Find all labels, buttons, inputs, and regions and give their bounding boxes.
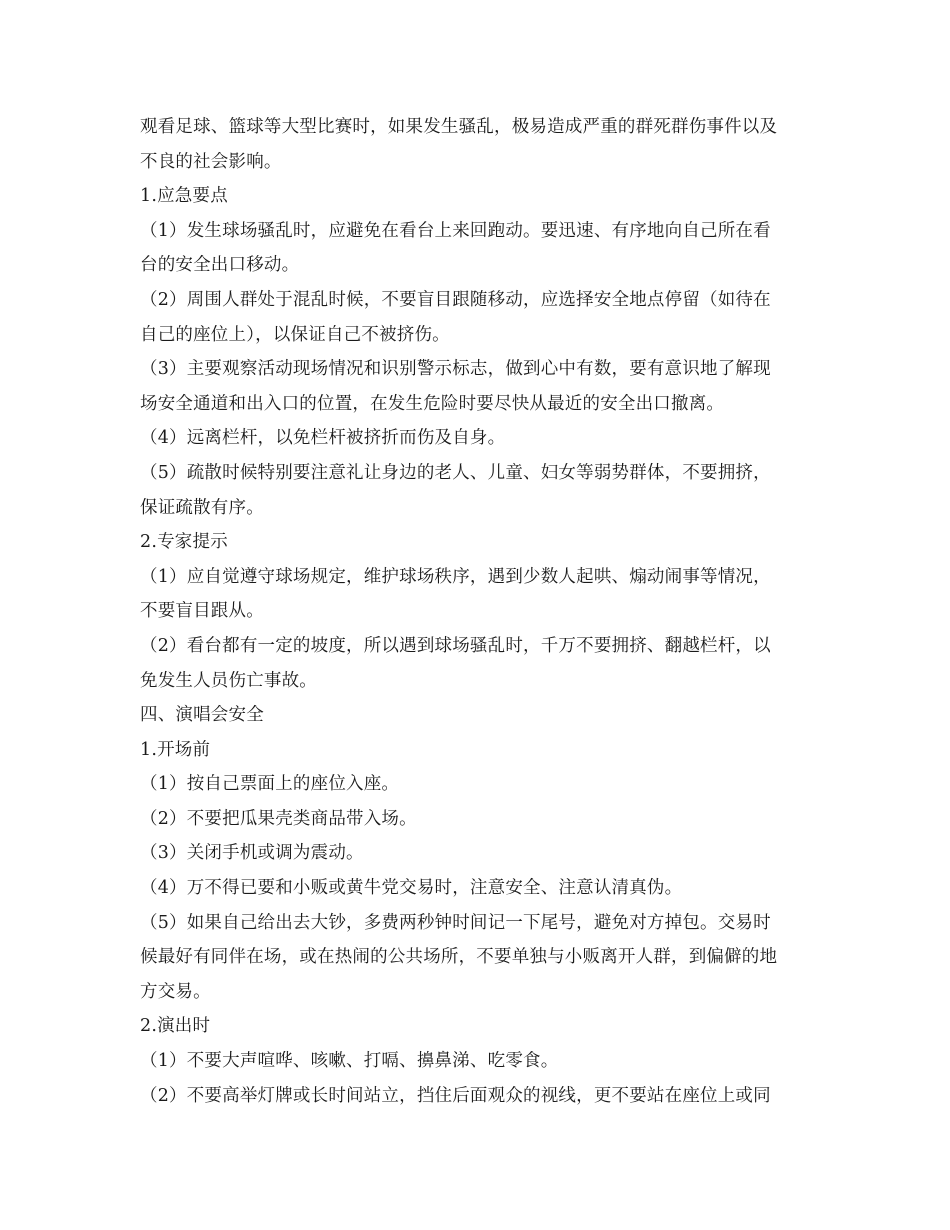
section-heading: 1.应急要点 [140,186,228,207]
text-line: 台的安全出口移动。 [140,255,300,276]
text-line: （2）周围人群处于混乱时候，不要盲目跟随移动，应选择安全地点停留（如待在 [140,289,771,310]
text-line: （3）主要观察活动现场情况和识别警示标志，做到心中有数，要有意识地了解现 [140,359,771,380]
text-line: （5）疏散时候特别要注意礼让身边的老人、儿童、妇女等弱势群体，不要拥挤， [140,462,771,483]
text-line: （4）万不得已要和小贩或黄牛党交易时，注意安全、注意认清真伪。 [140,878,683,899]
text-line: 场安全通道和出入口的位置，在发生危险时要尽快从最近的安全出口撤离。 [140,393,725,414]
text-line: （3）关闭手机或调为震动。 [140,843,364,864]
text-line: （1）按自己票面上的座位入座。 [140,774,400,795]
text-line: 自己的座位上），以保证自己不被挤伤。 [140,324,450,345]
document-page [140,110,820,1113]
text-line: （5）如果自己给出去大钞，多费两秒钟时间记一下尾号，避免对方掉包。交易时 [140,912,771,933]
text-line: 候最好有同伴在场，或在热闹的公共场所，不要单独与小贩离开人群，到偏僻的地 [140,947,778,968]
text-line: 方交易。 [140,981,211,1002]
text-line: （2）看台都有一定的坡度，所以遇到球场骚乱时，千万不要拥挤、翻越栏杆，以 [140,635,771,656]
section-heading: 2.专家提示 [140,532,228,553]
text-line: 观看足球、篮球等大型比赛时，如果发生骚乱，极易造成严重的群死群伤事件以及 [140,117,778,137]
text-line: （1）不要大声喧哗、咳嗽、打嗝、擤鼻涕、吃零食。 [140,1051,559,1072]
text-line: 不要盲目跟从。 [140,601,264,622]
text-line: （1）发生球场骚乱时，应避免在看台上来回跑动。要迅速、有序地向自己所在看 [140,220,771,241]
text-line: （4）远离栏杆，以免栏杆被挤折而伤及自身。 [140,428,506,449]
text-line: 保证疏散有序。 [140,497,264,518]
section-heading: 2.演出时 [140,1016,211,1037]
text-line: 不良的社会影响。 [140,151,282,172]
text-line: 免发生人员伤亡事故。 [140,670,317,691]
chapter-heading: 四、演唱会安全 [140,705,264,726]
section-heading: 1.开场前 [140,739,211,760]
text-line: （2）不要高举灯牌或长时间站立，挡住后面观众的视线，更不要站在座位上或同 [140,1085,771,1106]
text-line: （1）应自觉遵守球场规定，维护球场秩序，遇到少数人起哄、煽动闹事等情况， [140,566,771,587]
text-line: （2）不要把瓜果壳类商品带入场。 [140,808,417,829]
